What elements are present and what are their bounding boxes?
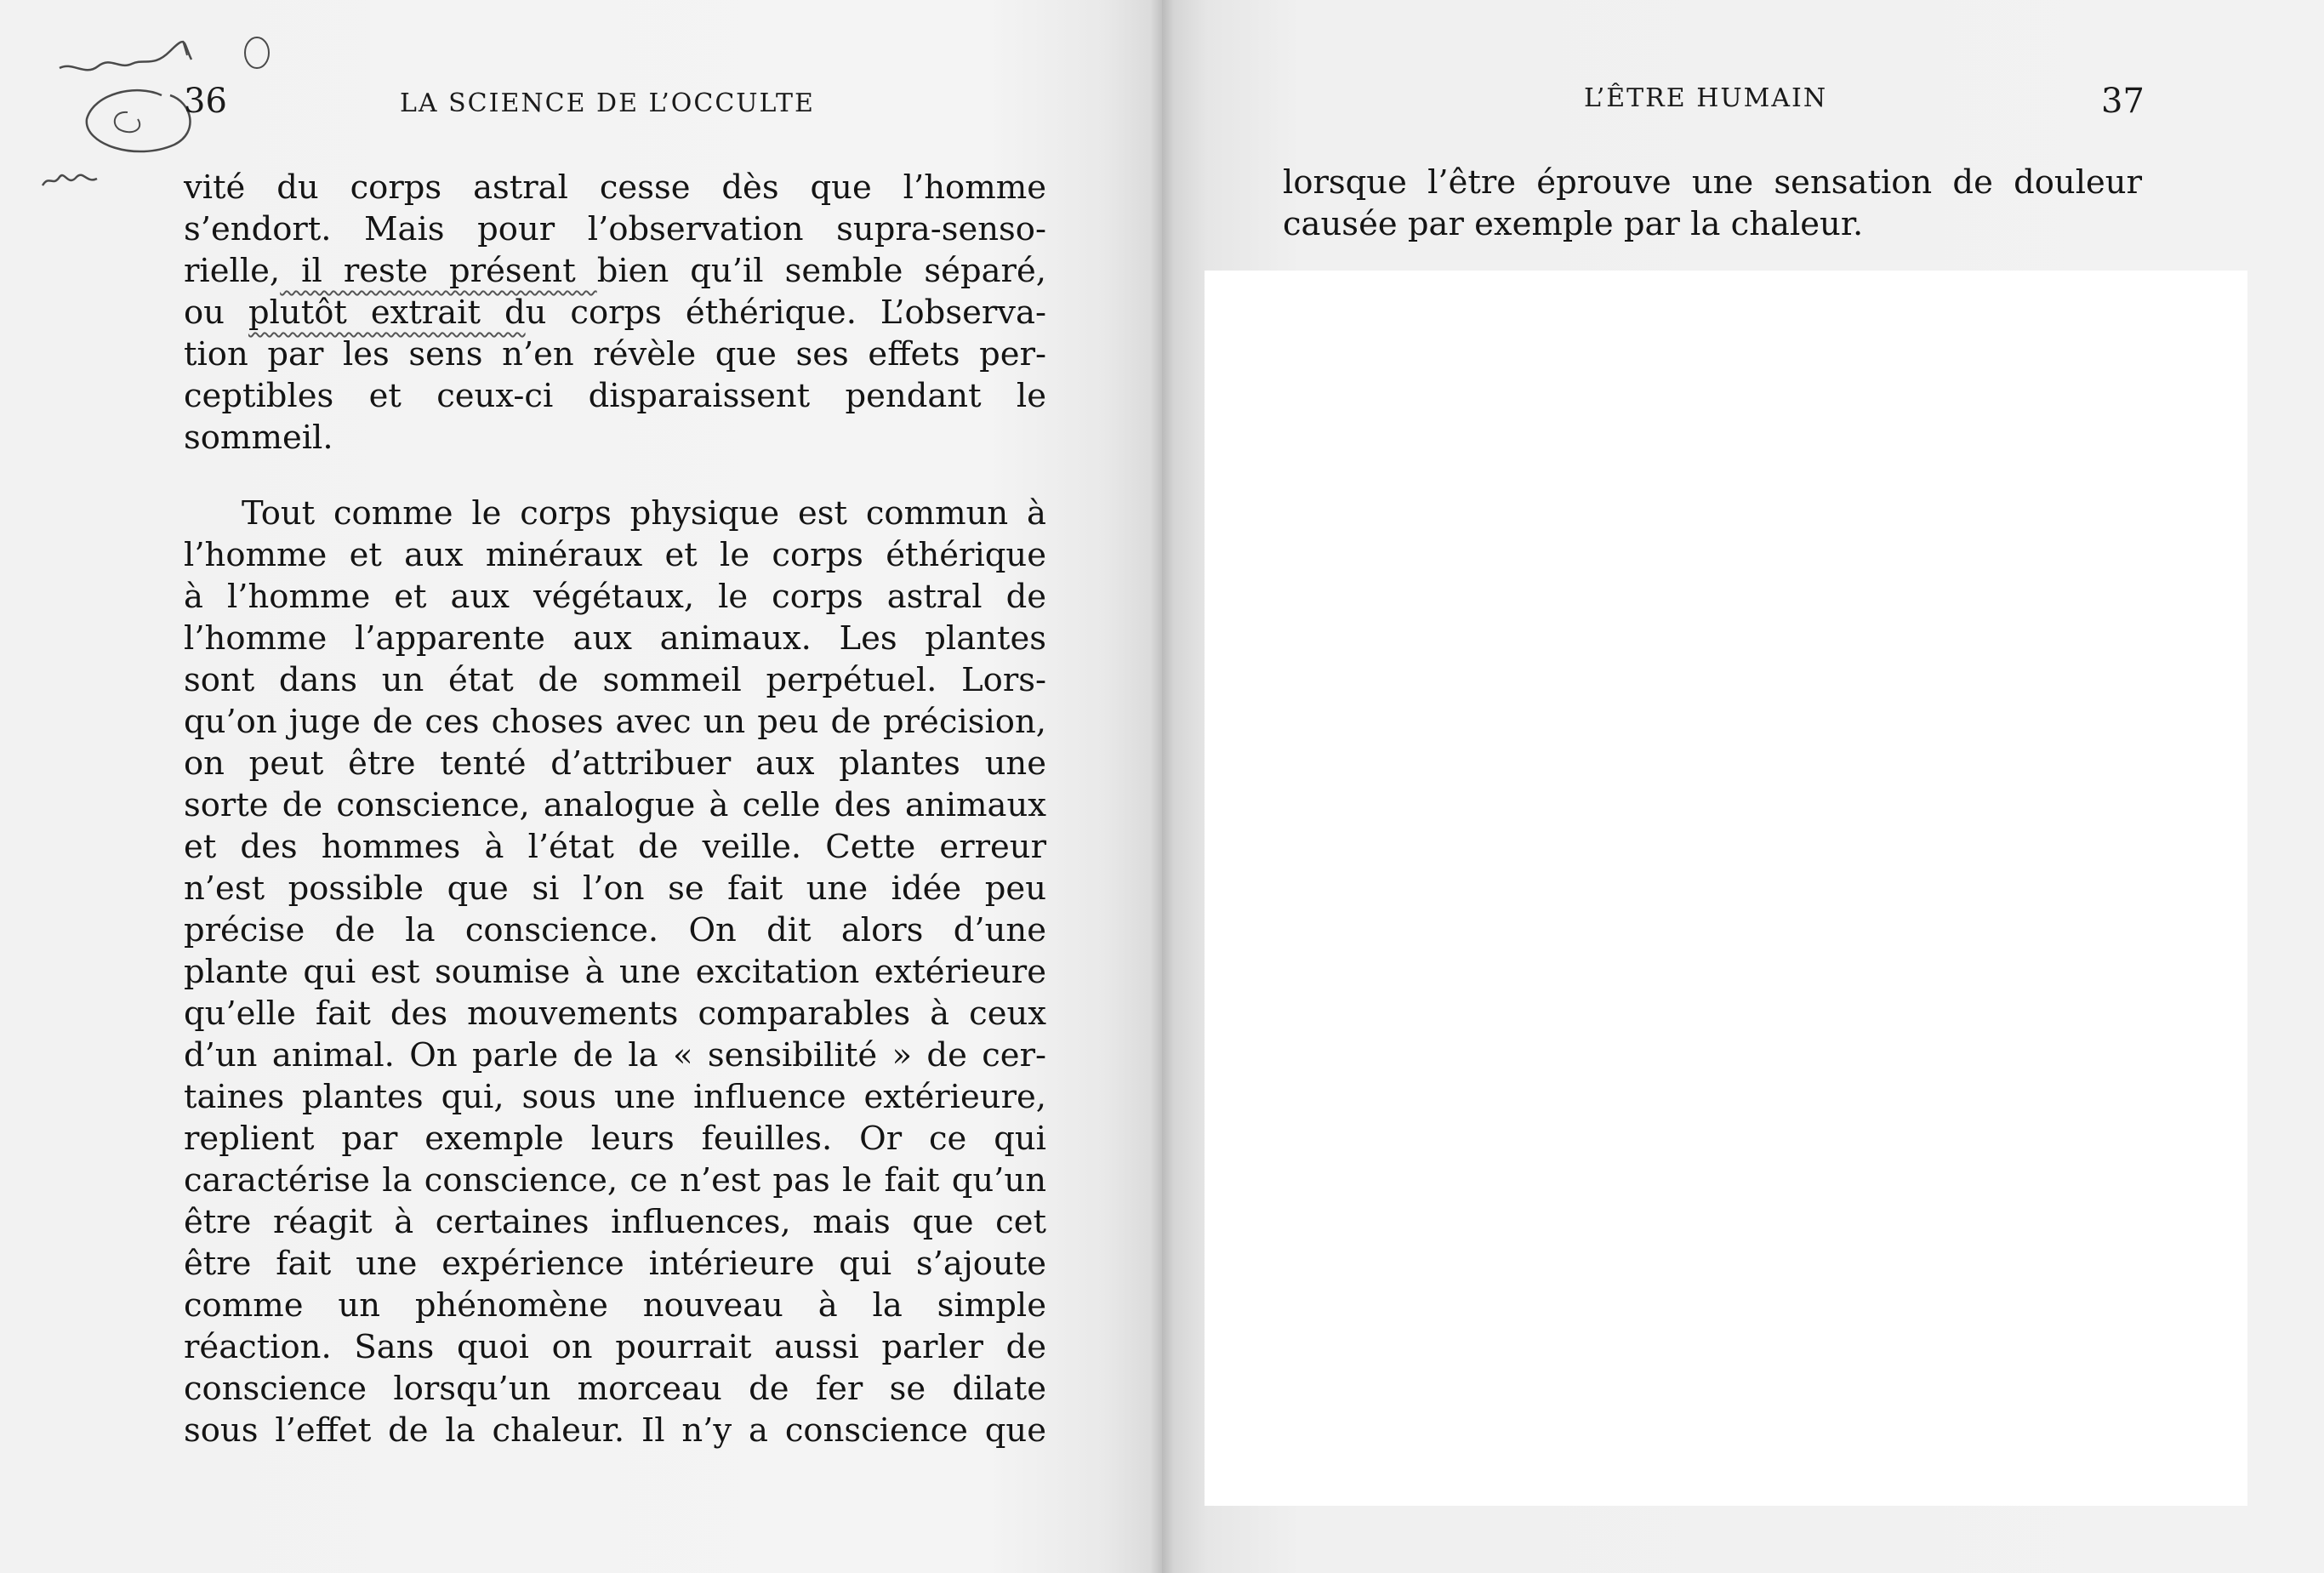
text-line: à l’homme et aux végétaux, le corps astral de [184,578,1046,616]
text-line: sorte de conscience, analogue à celle des animaux [184,786,1046,824]
text-line: plante qui est soumise à une excitation extérieure [184,953,1046,991]
text-fragment: ou [184,294,248,332]
text-line: vité du corps astral cesse dès que l’homme [184,168,1046,207]
paragraph-1 [184,167,1046,459]
paragraph-2 [184,493,1046,1451]
text-line: d’un animal. On parle de la « sensibilité » de cer- [184,1036,1046,1074]
text-line: taines plantes qui, sous une influence extérieure, [184,1078,1046,1116]
underlined-phrase: plutôt extrait d [248,294,526,332]
text-line: réaction. Sans quoi on pourrait aussi parler de [184,1328,1046,1366]
underlined-phrase: il reste présent [280,252,597,290]
text-line: lorsque l’être éprouve une sensation de douleur [1283,163,2142,202]
text-line: causée par exemple par la chaleur. [1283,205,1864,243]
text-line: tion par les sens n’en révèle que ses effets per- [184,335,1046,373]
text-fragment: rielle, [184,252,281,290]
text-line: n’est possible que si l’on se fait une idée peu [184,869,1046,908]
text-line: être réagit à certaines influences, mais que cet [184,1203,1046,1241]
text-line: conscience lorsqu’un morceau de fer se dilate [184,1370,1046,1408]
text-line: et des hommes à l’état de veille. Cette erreur [184,828,1046,866]
page-number-right: 37 [2101,82,2145,121]
text-line: ceptibles et ceux-ci disparaissent pendant le [184,377,1046,415]
text-line: comme un phénomène nouveau à la simple [184,1286,1046,1325]
text-line: sous l’effet de la chaleur. Il n’y a conscience que [184,1411,1046,1450]
text-line: qu’elle fait des mouvements comparables à ceux [184,995,1046,1033]
text-line: replient par exemple leurs feuilles. Or ce qui [184,1120,1046,1158]
text-line: Tout comme le corps physique est commun à [242,494,1046,533]
blank-page-area [1205,271,2247,1506]
text-line-underlined [184,292,1046,333]
text-fragment: u corps éthérique. L’observa- [525,294,1046,332]
text-line: précise de la conscience. On dit alors d’une [184,911,1046,949]
page-number-left: 36 [184,82,227,121]
running-head-left: LA SCIENCE DE L’OCCULTE [400,88,815,118]
text-line-underlined [184,250,1046,292]
left-page-body [184,167,1046,1451]
text-line: l’homme et aux minéraux et le corps éthérique [184,536,1046,574]
text-line: l’homme l’apparente aux animaux. Les plantes [184,619,1046,658]
text-line: caractérise la conscience, ce n’est pas le fait qu’un [184,1161,1046,1200]
right-page-body [1283,162,2142,245]
text-line: être fait une expérience intérieure qui s’ajoute [184,1245,1046,1283]
text-line: sont dans un état de sommeil perpétuel. Lors- [184,661,1046,699]
paragraph-spacer [184,459,1046,493]
text-line: qu’on juge de ces choses avec un peu de précision, [184,703,1046,741]
text-line: s’endort. Mais pour l’observation supra-senso- [184,210,1046,248]
book-gutter [1150,0,1174,1573]
running-head-right: L’ÊTRE HUMAIN [1584,83,1828,113]
text-fragment: bien qu’il semble séparé, [596,252,1046,290]
text-line: on peut être tenté d’attribuer aux plantes une [184,744,1046,783]
text-line: sommeil. [184,419,333,457]
